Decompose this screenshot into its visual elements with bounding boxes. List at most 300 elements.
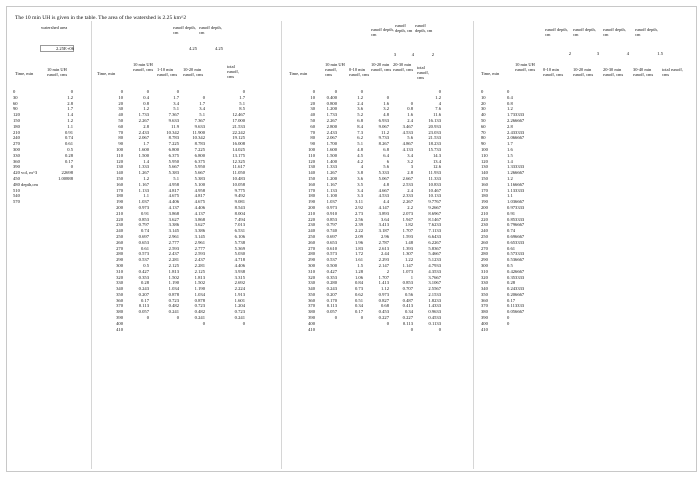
- table-cell[interactable]: 1.8233: [428, 297, 441, 303]
- table-cell[interactable]: 4.5: [357, 152, 363, 158]
- table-cell[interactable]: 22.242: [232, 129, 245, 135]
- table-cell[interactable]: [45, 199, 73, 205]
- table-cell[interactable]: 4.718: [234, 257, 245, 263]
- table-cell[interactable]: 0.62: [354, 291, 363, 297]
- table-cell[interactable]: 1.06: [354, 274, 363, 280]
- table-cell[interactable]: 11.6: [433, 112, 441, 118]
- table-cell[interactable]: 50: [481, 117, 486, 123]
- table-cell[interactable]: 3.413: [378, 222, 389, 228]
- table-cell[interactable]: 3.6: [357, 106, 363, 112]
- table-cell[interactable]: 2.5567: [428, 286, 441, 292]
- table-cell[interactable]: 2.267: [326, 117, 337, 123]
- table-cell[interactable]: 2.147: [378, 262, 389, 268]
- table-cell[interactable]: 0.113: [402, 320, 413, 326]
- table-cell[interactable]: 1.2: [357, 94, 363, 100]
- table-cell[interactable]: 170: [116, 187, 123, 193]
- table-cell[interactable]: 6.2: [357, 135, 363, 141]
- table-cell[interactable]: 260: [308, 239, 315, 245]
- table-cell[interactable]: 0.227: [378, 315, 389, 321]
- table-cell[interactable]: 1.073: [402, 268, 413, 274]
- table-cell[interactable]: 1.1: [507, 193, 513, 199]
- table-cell[interactable]: 0.51: [354, 297, 363, 303]
- table-cell[interactable]: 50: [118, 117, 123, 123]
- table-cell[interactable]: 0.427: [326, 268, 337, 274]
- table-cell[interactable]: 110: [481, 152, 488, 158]
- table-cell[interactable]: 1.2: [507, 106, 513, 112]
- table-cell[interactable]: 1.413: [378, 280, 389, 286]
- table-cell[interactable]: 7.6: [435, 106, 441, 112]
- table-cell[interactable]: 0: [360, 89, 363, 94]
- table-cell[interactable]: 3.386: [168, 222, 179, 228]
- table-cell[interactable]: 11.9: [171, 123, 179, 129]
- table-cell[interactable]: 2.92: [354, 204, 363, 210]
- table-cell[interactable]: 5.2: [357, 112, 363, 118]
- table-cell[interactable]: 5.4667: [428, 251, 441, 257]
- table-cell[interactable]: 0.5: [143, 262, 149, 268]
- table-cell[interactable]: 290: [116, 257, 123, 263]
- table-cell[interactable]: 240: [308, 228, 315, 234]
- table-cell[interactable]: 2.067: [326, 135, 337, 141]
- table-cell[interactable]: 0.910: [326, 210, 337, 216]
- table-cell[interactable]: 5.383: [168, 170, 179, 176]
- table-cell[interactable]: 3.4: [199, 106, 205, 112]
- table-cell[interactable]: 330: [13, 152, 20, 158]
- table-cell[interactable]: 390: [116, 315, 123, 321]
- table-cell[interactable]: 170: [308, 187, 315, 193]
- table-cell[interactable]: 0: [13, 89, 16, 94]
- table-cell[interactable]: 20: [481, 100, 486, 106]
- table-cell[interactable]: [217, 327, 245, 333]
- table-cell[interactable]: 80: [481, 135, 486, 141]
- table-cell[interactable]: 0.696667: [507, 233, 525, 239]
- table-cell[interactable]: 2.333: [402, 193, 413, 199]
- table-cell[interactable]: 0: [410, 100, 413, 106]
- table-cell[interactable]: 1.037: [326, 199, 337, 205]
- table-cell[interactable]: 0.853: [326, 216, 337, 222]
- table-cell[interactable]: 1.733333: [507, 112, 525, 118]
- table-cell[interactable]: 1.6: [407, 112, 413, 118]
- table-cell[interactable]: 40: [481, 112, 486, 118]
- table-cell[interactable]: 0.796667: [507, 222, 525, 228]
- table-cell[interactable]: 7.013: [234, 222, 245, 228]
- table-cell[interactable]: 220: [116, 216, 123, 222]
- table-cell[interactable]: 3.8: [357, 170, 363, 176]
- table-cell[interactable]: 80: [310, 135, 315, 141]
- table-cell[interactable]: 0.91: [64, 129, 73, 135]
- table-cell[interactable]: 2.56: [354, 216, 363, 222]
- table-cell[interactable]: [507, 327, 537, 333]
- table-cell[interactable]: 5.1: [239, 100, 245, 106]
- table-cell[interactable]: 3.868: [194, 216, 205, 222]
- table-cell[interactable]: 150: [116, 175, 123, 181]
- table-cell[interactable]: 0.243: [326, 286, 337, 292]
- table-cell[interactable]: 80: [118, 135, 123, 141]
- table-cell[interactable]: 9.775: [234, 187, 245, 193]
- table-cell[interactable]: 40: [118, 112, 123, 118]
- table-cell[interactable]: 0.427: [138, 268, 149, 274]
- table-cell[interactable]: 7.1133: [428, 228, 441, 234]
- table-cell[interactable]: 3.893: [378, 210, 389, 216]
- table-cell[interactable]: 2.39: [354, 222, 363, 228]
- table-cell[interactable]: [179, 327, 205, 333]
- table-cell[interactable]: 0.113: [138, 303, 149, 309]
- table-cell[interactable]: 5.067: [378, 175, 389, 181]
- table-cell[interactable]: 410: [308, 326, 315, 332]
- table-cell[interactable]: 9.633: [168, 117, 179, 123]
- table-cell[interactable]: 0: [386, 320, 389, 326]
- table-cell[interactable]: 11.333: [428, 175, 441, 181]
- table-cell[interactable]: 12.325: [232, 158, 245, 164]
- table-cell[interactable]: 0.4: [507, 94, 513, 100]
- table-cell[interactable]: 140: [116, 170, 123, 176]
- table-cell[interactable]: 6.933: [378, 117, 389, 123]
- table-cell[interactable]: 0: [242, 89, 245, 94]
- table-cell[interactable]: 0: [507, 320, 510, 326]
- table-cell[interactable]: 3.627: [194, 222, 205, 228]
- table-cell[interactable]: 7.225: [194, 146, 205, 152]
- table-cell[interactable]: 2.692: [234, 280, 245, 286]
- table-cell[interactable]: 10.483: [232, 175, 245, 181]
- table-cell[interactable]: 3.315: [234, 274, 245, 280]
- table-cell[interactable]: 1.947: [402, 216, 413, 222]
- table-cell[interactable]: 340: [308, 286, 315, 292]
- table-cell[interactable]: 1.4: [143, 158, 149, 164]
- table-cell[interactable]: 290: [308, 257, 315, 263]
- table-cell[interactable]: 0.241: [194, 315, 205, 321]
- table-cell[interactable]: 2.800: [326, 123, 337, 129]
- table-cell[interactable]: 0: [507, 315, 510, 321]
- table-cell[interactable]: 0.487: [402, 297, 413, 303]
- table-cell[interactable]: 130: [308, 164, 315, 170]
- table-cell[interactable]: 8.783: [194, 141, 205, 147]
- table-cell[interactable]: 6.8: [383, 146, 389, 152]
- table-cell[interactable]: 5.1: [357, 141, 363, 147]
- table-cell[interactable]: 5.950: [194, 164, 205, 170]
- table-cell[interactable]: 2.8: [67, 100, 73, 106]
- table-cell[interactable]: 0.227: [402, 315, 413, 321]
- table-cell[interactable]: 1.204: [234, 303, 245, 309]
- table-cell[interactable]: 0: [438, 89, 441, 94]
- table-cell[interactable]: 270: [13, 141, 20, 147]
- table-cell[interactable]: 3.386: [194, 228, 205, 234]
- table-cell[interactable]: 0.973: [138, 204, 149, 210]
- table-cell[interactable]: 9.733: [378, 135, 389, 141]
- table-cell[interactable]: 0: [70, 164, 73, 170]
- table-cell[interactable]: 2.593: [194, 251, 205, 257]
- table-cell[interactable]: 480 depth,cm: [13, 181, 39, 187]
- table-cell[interactable]: 3.7667: [428, 274, 441, 280]
- table-cell[interactable]: 7.6233: [428, 222, 441, 228]
- table-cell[interactable]: 0.61: [507, 245, 516, 251]
- table-cell[interactable]: 6.375: [194, 158, 205, 164]
- table-cell[interactable]: 120: [116, 158, 123, 164]
- table-cell[interactable]: 5.333: [378, 170, 389, 176]
- table-cell[interactable]: 3.2: [407, 158, 413, 164]
- table-cell[interactable]: 4.406: [194, 204, 205, 210]
- table-cell[interactable]: 11.617: [232, 164, 245, 170]
- table-cell[interactable]: 0.28: [507, 280, 516, 286]
- table-cell[interactable]: 0.797: [138, 222, 149, 228]
- table-cell[interactable]: 390: [481, 315, 488, 321]
- table-cell[interactable]: 1.133: [326, 187, 337, 193]
- table-cell[interactable]: 0.573: [138, 251, 149, 257]
- table-cell[interactable]: 0.91: [507, 210, 516, 216]
- table-cell[interactable]: 4.817: [194, 193, 205, 199]
- table-cell[interactable]: 6.531: [234, 228, 245, 234]
- table-cell[interactable]: [341, 327, 363, 333]
- table-cell[interactable]: 2.8: [143, 123, 149, 129]
- table-cell[interactable]: 120: [13, 112, 20, 118]
- table-cell[interactable]: 120: [308, 158, 315, 164]
- table-cell[interactable]: 180: [13, 123, 20, 129]
- table-cell[interactable]: 330: [481, 280, 488, 286]
- table-cell[interactable]: 8.6967: [428, 210, 441, 216]
- table-cell[interactable]: 1.266667: [507, 170, 525, 176]
- table-cell[interactable]: 2.293: [378, 257, 389, 263]
- table-cell[interactable]: 200: [116, 204, 123, 210]
- table-cell[interactable]: 7.367: [194, 117, 205, 123]
- table-cell[interactable]: 5.369: [234, 245, 245, 251]
- table-cell[interactable]: 360: [116, 297, 123, 303]
- table-cell[interactable]: 13.4: [432, 158, 441, 164]
- table-cell[interactable]: 2.066667: [507, 135, 525, 141]
- table-cell[interactable]: 0.500: [326, 262, 337, 268]
- table-cell[interactable]: 0.653333: [507, 239, 525, 245]
- table-cell[interactable]: 1.48: [404, 239, 413, 245]
- table-cell[interactable]: 5.1233: [428, 257, 441, 263]
- table-cell[interactable]: 1.00888: [58, 175, 73, 181]
- table-cell[interactable]: 30: [118, 106, 123, 112]
- table-cell[interactable]: 0.056667: [507, 309, 525, 315]
- table-cell[interactable]: 3.64: [380, 216, 389, 222]
- table-cell[interactable]: 0.91: [140, 210, 149, 216]
- table-cell[interactable]: 1.333: [138, 164, 149, 170]
- table-cell[interactable]: 0.61: [140, 245, 149, 251]
- table-cell[interactable]: 1.2: [143, 175, 149, 181]
- table-cell[interactable]: 4: [360, 164, 363, 170]
- table-cell[interactable]: 0: [507, 89, 510, 94]
- table-cell[interactable]: 240: [481, 228, 488, 234]
- table-cell[interactable]: 2: [386, 268, 389, 274]
- table-cell[interactable]: 150: [481, 175, 488, 181]
- table-cell[interactable]: 1.1: [143, 193, 149, 199]
- table-cell[interactable]: 2.067: [138, 135, 149, 141]
- table-cell[interactable]: 0: [386, 94, 389, 100]
- table-cell[interactable]: 14.025: [232, 146, 245, 152]
- table-cell[interactable]: 0: [312, 89, 315, 94]
- table-cell[interactable]: 1.733: [326, 112, 337, 118]
- table-cell[interactable]: 5.1: [199, 112, 205, 118]
- table-cell[interactable]: 270: [116, 245, 123, 251]
- table-cell[interactable]: 2.224: [234, 286, 245, 292]
- table-cell[interactable]: 130: [116, 164, 123, 170]
- table-cell[interactable]: 2.73: [354, 210, 363, 216]
- table-cell[interactable]: 19.125: [232, 135, 245, 141]
- table-cell[interactable]: 100: [308, 146, 315, 152]
- table-cell[interactable]: 310: [308, 268, 315, 274]
- table-cell[interactable]: 1.7: [143, 141, 149, 147]
- table-cell[interactable]: 270: [481, 245, 488, 251]
- table-cell[interactable]: 0: [70, 89, 73, 94]
- table-cell[interactable]: 340: [116, 286, 123, 292]
- table-cell[interactable]: 0: [410, 326, 413, 332]
- table-cell[interactable]: 70: [118, 129, 123, 135]
- table-cell[interactable]: 1.100: [326, 193, 337, 199]
- table-cell[interactable]: 0.973: [326, 204, 337, 210]
- table-cell[interactable]: 11.050: [232, 170, 245, 176]
- table-cell[interactable]: 20.933: [428, 123, 441, 129]
- table-cell[interactable]: 0.8: [507, 100, 513, 106]
- table-cell[interactable]: 6.4: [383, 152, 389, 158]
- table-cell[interactable]: 4.3533: [428, 268, 441, 274]
- table-cell[interactable]: 0.4533: [428, 315, 441, 321]
- table-cell[interactable]: 330: [308, 280, 315, 286]
- table-cell[interactable]: 0.243333: [507, 286, 525, 292]
- table-cell[interactable]: 12.467: [232, 112, 245, 118]
- table-cell[interactable]: 0.400: [326, 94, 337, 100]
- table-cell[interactable]: 0.707: [402, 286, 413, 292]
- table-cell[interactable]: 10.342: [166, 129, 179, 135]
- table-cell[interactable]: 570: [13, 199, 20, 205]
- table-cell[interactable]: 5.030: [234, 251, 245, 257]
- table-cell[interactable]: 190: [481, 199, 488, 205]
- table-cell[interactable]: 300: [116, 262, 123, 268]
- table-cell[interactable]: 1.707: [378, 274, 389, 280]
- table-cell[interactable]: 0.17: [507, 297, 516, 303]
- table-cell[interactable]: 320: [308, 274, 315, 280]
- table-cell[interactable]: 90: [118, 141, 123, 147]
- table-cell[interactable]: 4.8: [357, 146, 363, 152]
- table-cell[interactable]: 4.137: [194, 210, 205, 216]
- table-cell[interactable]: 0.453: [378, 309, 389, 315]
- table-cell[interactable]: 0.17: [354, 309, 363, 315]
- table-cell[interactable]: 210: [13, 129, 20, 135]
- table-cell[interactable]: 5.950: [168, 158, 179, 164]
- table-cell[interactable]: 2.073: [402, 210, 413, 216]
- table-cell[interactable]: 160: [116, 181, 123, 187]
- table-cell[interactable]: 2.4: [407, 117, 413, 123]
- table-cell[interactable]: 110: [116, 152, 123, 158]
- table-cell[interactable]: 3.4: [407, 152, 413, 158]
- table-cell[interactable]: 6.800: [194, 152, 205, 158]
- table-cell[interactable]: 110: [308, 152, 315, 158]
- table-cell[interactable]: 2.8: [407, 170, 413, 176]
- table-cell[interactable]: 240: [13, 135, 20, 141]
- table-cell[interactable]: 9.081: [234, 199, 245, 205]
- table-cell[interactable]: 1.133: [138, 187, 149, 193]
- table-cell[interactable]: 0: [120, 89, 123, 94]
- table-cell[interactable]: [125, 327, 149, 333]
- table-cell[interactable]: 4.675: [168, 193, 179, 199]
- table-cell[interactable]: 1.166667: [507, 181, 525, 187]
- table-cell[interactable]: 2.433: [326, 129, 337, 135]
- table-cell[interactable]: 30: [310, 106, 315, 112]
- table-cell[interactable]: 2.787: [378, 239, 389, 245]
- table-cell[interactable]: 1.400: [326, 158, 337, 164]
- table-cell[interactable]: 0.17: [64, 158, 73, 164]
- table-cell[interactable]: 7.367: [168, 112, 179, 118]
- table-cell[interactable]: 0: [146, 315, 149, 321]
- table-cell[interactable]: 0.057: [326, 309, 337, 315]
- table-cell[interactable]: 2.777: [194, 245, 205, 251]
- table-cell[interactable]: 0.73: [354, 286, 363, 292]
- table-cell[interactable]: 1.22: [404, 257, 413, 263]
- table-cell[interactable]: 1.601: [234, 297, 245, 303]
- table-cell[interactable]: 1.190: [168, 280, 179, 286]
- table-cell[interactable]: 4.958: [194, 187, 205, 193]
- table-cell[interactable]: 1.200: [326, 106, 337, 112]
- table-cell[interactable]: 1.500: [138, 152, 149, 158]
- table-cell[interactable]: 16.133: [428, 117, 441, 123]
- table-cell[interactable]: 2.4: [357, 100, 363, 106]
- table-cell[interactable]: 390: [308, 315, 315, 321]
- table-cell[interactable]: 2.96: [380, 233, 389, 239]
- table-cell[interactable]: 60: [13, 100, 18, 106]
- table-cell[interactable]: 17.000: [232, 117, 245, 123]
- table-cell[interactable]: 3.2: [383, 106, 389, 112]
- table-cell[interactable]: 7.494: [234, 216, 245, 222]
- table-cell[interactable]: 70: [310, 129, 315, 135]
- table-cell[interactable]: 3.4: [173, 100, 179, 106]
- table-cell[interactable]: 2.4: [407, 187, 413, 193]
- table-cell[interactable]: 410: [116, 326, 123, 332]
- table-cell[interactable]: 0.353333: [507, 274, 525, 280]
- table-cell[interactable]: 410: [481, 326, 488, 332]
- table-cell[interactable]: 0.973333: [507, 204, 525, 210]
- table-cell[interactable]: 210: [116, 210, 123, 216]
- table-cell[interactable]: 220: [481, 216, 488, 222]
- table-cell[interactable]: 1.600: [138, 146, 149, 152]
- table-cell[interactable]: 8.783: [168, 135, 179, 141]
- table-cell[interactable]: 300: [308, 262, 315, 268]
- table-cell[interactable]: 14.3: [432, 152, 441, 158]
- table-cell[interactable]: 20: [118, 100, 123, 106]
- table-cell[interactable]: 60: [118, 123, 123, 129]
- table-cell[interactable]: 0: [176, 89, 179, 94]
- table-cell[interactable]: 5.1: [173, 175, 179, 181]
- table-cell[interactable]: 21.533: [232, 123, 245, 129]
- table-cell[interactable]: 7.3: [357, 129, 363, 135]
- table-cell[interactable]: 4.533: [378, 193, 389, 199]
- table-cell[interactable]: 9.2667: [428, 204, 441, 210]
- table-cell[interactable]: 0.853333: [507, 216, 525, 222]
- table-cell[interactable]: 1.133333: [507, 187, 525, 193]
- table-cell[interactable]: 1.2: [67, 117, 73, 123]
- table-cell[interactable]: 8.004: [234, 210, 245, 216]
- table-cell[interactable]: 210: [481, 210, 488, 216]
- table-cell[interactable]: 0.206667: [507, 291, 525, 297]
- table-cell[interactable]: 1.037: [138, 199, 149, 205]
- table-cell[interactable]: 0: [438, 326, 441, 332]
- table-cell[interactable]: 1.034: [168, 286, 179, 292]
- table-cell[interactable]: 300: [13, 146, 20, 152]
- table-cell[interactable]: 280: [116, 251, 123, 257]
- table-cell[interactable]: 200: [481, 204, 488, 210]
- table-cell[interactable]: 18.233: [428, 141, 441, 147]
- table-cell[interactable]: 6.2267: [428, 239, 441, 245]
- table-cell[interactable]: 0.56: [404, 291, 413, 297]
- table-cell[interactable]: 6.375: [168, 152, 179, 158]
- table-cell[interactable]: 0.426667: [507, 268, 525, 274]
- table-cell[interactable]: 0.61: [64, 141, 73, 147]
- table-cell[interactable]: 1.1: [67, 123, 73, 129]
- table-cell[interactable]: 1.333333: [507, 164, 525, 170]
- table-cell[interactable]: 340: [481, 286, 488, 292]
- table-cell[interactable]: 1.333: [326, 164, 337, 170]
- table-cell[interactable]: 1.267: [326, 170, 337, 176]
- table-cell[interactable]: 1.036667: [507, 199, 525, 205]
- table-cell[interactable]: 2.44: [380, 251, 389, 257]
